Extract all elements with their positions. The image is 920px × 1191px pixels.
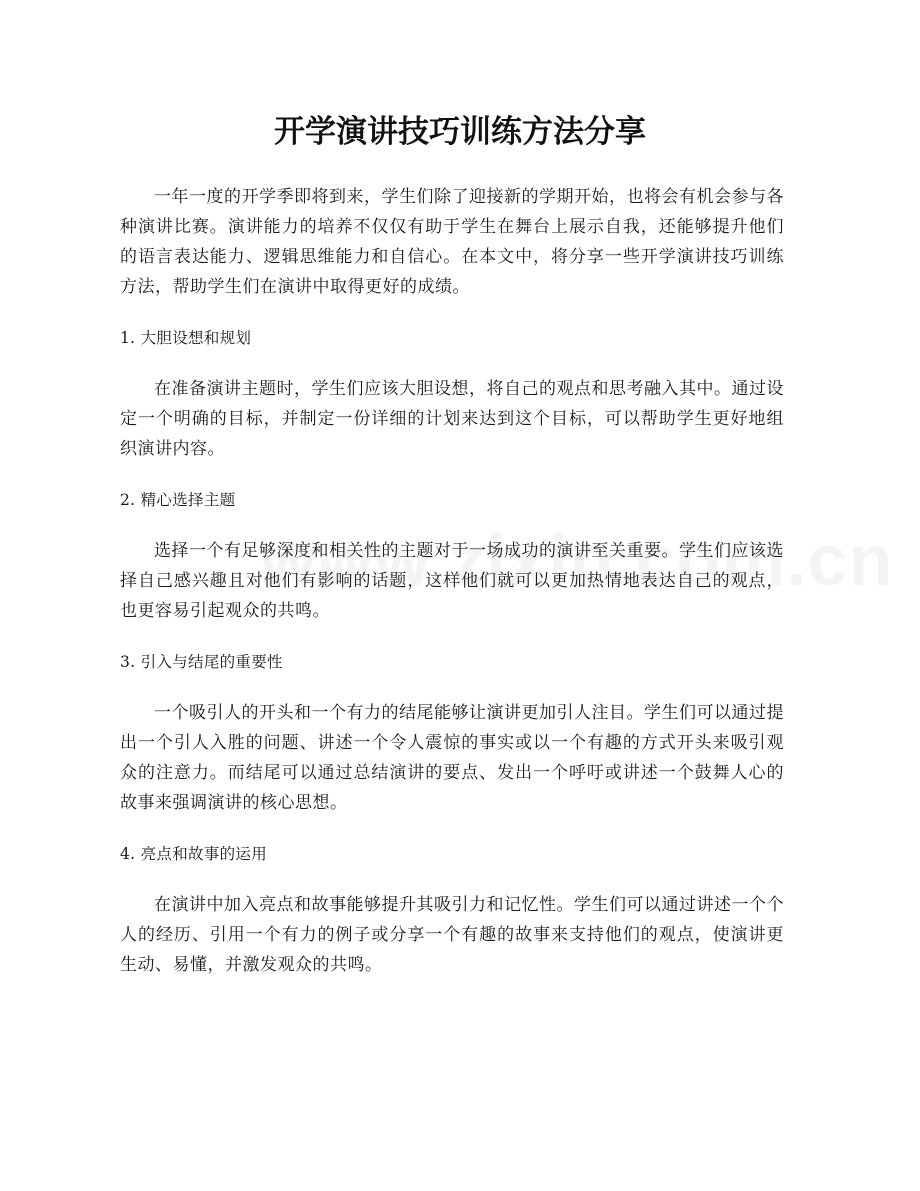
section-paragraph: 选择一个有足够深度和相关性的主题对于一场成功的演讲至关重要。学生们应该选择自己感兴趣且对他们有影响的话题，这样他们就可以更加热情地表达自己的观点，也更容易引起观众的共鸣。 [120, 541, 784, 621]
section-heading: 2. 精心选择主题 [120, 491, 236, 509]
section-paragraph: 在演讲中加入亮点和故事能够提升其吸引力和记忆性。学生们可以通过讲述一个个人的经历、引用一个有力的例子或分享一个有趣的故事来支持他们的观点，使演讲更生动、易懂，并激发观众的共鸣。 [120, 895, 784, 975]
section-paragraph: 在准备演讲主题时，学生们应该大胆设想，将自己的观点和思考融入其中。通过设定一个明确的目标，并制定一份详细的计划来达到这个目标，可以帮助学生更好地组织演讲内容。 [120, 379, 784, 459]
section-heading: 4. 亮点和故事的运用 [120, 845, 268, 863]
section-paragraph: 一个吸引人的开头和一个有力的结尾能够让演讲更加引人注目。学生们可以通过提出一个引人入胜的问题、讲述一个令人震惊的事实或以一个有趣的方式开头来吸引观众的注意力。而结尾可以通过总结演讲的要点、发出一个呼吁或讲述一个鼓舞人心的故事来强调演讲的核心思想。 [120, 703, 784, 813]
intro-paragraph: 一年一度的开学季即将到来，学生们除了迎接新的学期开始，也将会有机会参与各种演讲比赛。演讲能力的培养不仅仅有助于学生在舞台上展示自我，还能够提升他们的语言表达能力、逻辑思维能力和自信心。在本文中，将分享一些开学演讲技巧训练方法，帮助学生们在演讲中取得更好的成绩。 [120, 187, 784, 297]
section-heading: 1. 大胆设想和规划 [120, 329, 252, 347]
document-body [120, 182, 784, 1001]
document-title: 开学演讲技巧训练方法分享 [274, 114, 646, 150]
section-heading: 3. 引入与结尾的重要性 [120, 653, 283, 671]
